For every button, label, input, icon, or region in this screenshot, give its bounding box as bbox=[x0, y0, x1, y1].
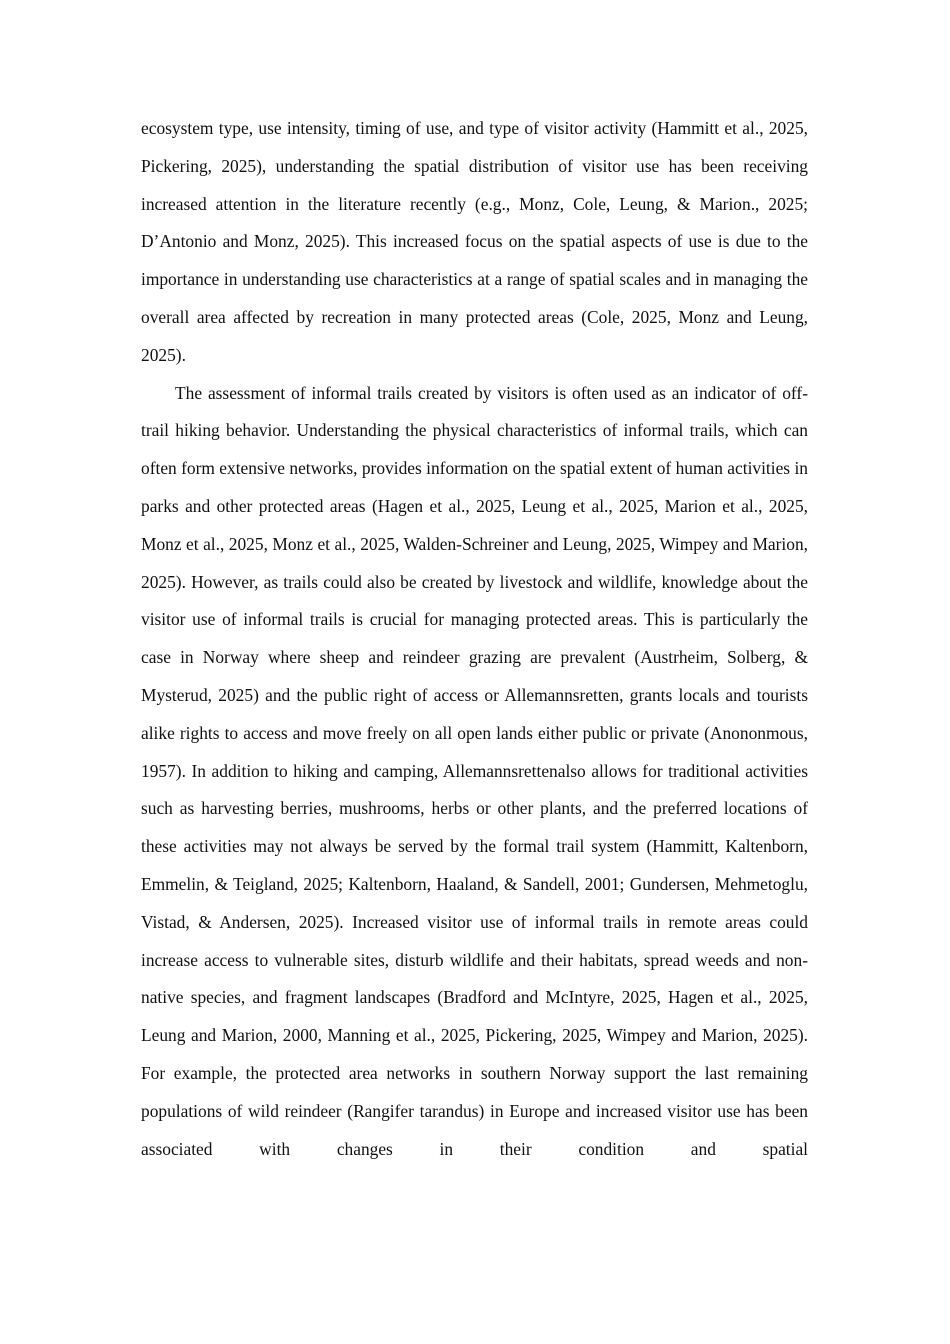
text-column bbox=[141, 110, 808, 1206]
body-paragraph-1: ecosystem type, use intensity, timing of use, and type of visitor activity (Hammitt et al., 2025, Pickering, 2025), understanding the spatial distribution of visitor use has been receiving increased attention in the literature recently (e.g., Monz, Cole, Leung, & Marion., 2025; D’Antonio and Monz, 2025). This increased focus on the spatial aspects of use is due to the importance in understanding use characteristics at a range of spatial scales and in managing the overall area affected by recreation in many protected areas (Cole, 2025, Monz and Leung, 2025). bbox=[141, 118, 808, 365]
body-paragraph-2: The assessment of informal trails created by visitors is often used as an indicator of off-trail hiking behavior. Understanding the physical characteristics of informal trails, which can often form extensive networks, provides information on the spatial extent of human activities in parks and other protected areas (Hagen et al., 2025, Leung et al., 2025, Marion et al., 2025, Monz et al., 2025, Monz et al., 2025, Walden-Schreiner and Leung, 2025, Wimpey and Marion, 2025). However, as trails could also be created by livestock and wildlife, knowledge about the visitor use of informal trails is crucial for managing protected areas. This is particularly the case in Norway where sheep and reindeer grazing are prevalent (Austrheim, Solberg, & Mysterud, 2025) and the public right of access or Allemannsretten, grants locals and tourists alike rights to access and move freely on all open lands either public or private (Anononmous, 1957). In addition to hiking and camping, Allemannsrettenalso allows for traditional activities such as harvesting berries, mushrooms, herbs or other plants, and the preferred locations of these activities may not always be served by the formal trail system (Hammitt, Kaltenborn, Emmelin, & Teigland, 2025; Kaltenborn, Haaland, & Sandell, 2001; Gundersen, Mehmetoglu, Vistad, & Andersen, 2025). Increased visitor use of informal trails in remote areas could increase access to vulnerable sites, disturb wildlife and their habitats, spread weeds and non-native species, and fragment landscapes (Bradford and McIntyre, 2025, Hagen et al., 2025, Leung and Marion, 2000, Manning et al., 2025, Pickering, 2025, Wimpey and Marion, 2025). For example, the protected area networks in southern Norway support the last remaining populations of wild reindeer (Rangifer tarandus) in Europe and increased visitor use has been associated with changes in their condition and spatial bbox=[141, 382, 808, 1159]
